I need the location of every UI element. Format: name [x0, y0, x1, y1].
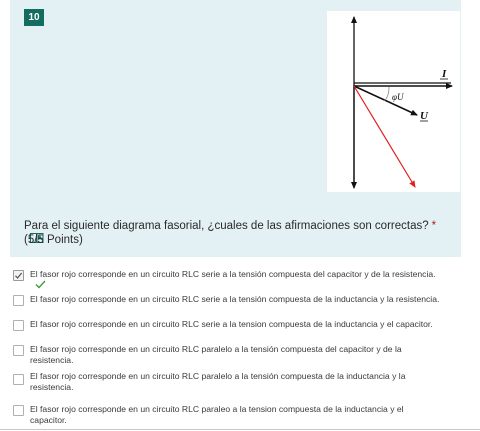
- option-label: El fasor rojo corresponde en un circuito RLC serie a la tensión compuesta de la inductancia y la resistencia.: [30, 294, 440, 304]
- label-i: I: [442, 68, 447, 80]
- label-phi: φU: [392, 92, 404, 102]
- label-u: U: [420, 110, 428, 122]
- required-marker: *: [431, 220, 437, 232]
- question-number-badge: 10: [24, 9, 44, 26]
- phasor-diagram-svg: [327, 11, 460, 192]
- checkbox[interactable]: [13, 295, 24, 306]
- option-label: El fasor rojo corresponde en un circuito RLC paralelo a la tensión compuesta de la inductancia y la resistencia.: [30, 371, 406, 392]
- checkbox-checked[interactable]: [13, 270, 24, 281]
- question-text: Para el siguiente diagrama fasorial, ¿cuales de las afirmaciones son correctas?: [24, 220, 429, 232]
- option-label: El fasor rojo corresponde en un circuito RLC paraleo a la tension compuesta de la inductancia y el capacitor.: [30, 404, 404, 425]
- checkbox[interactable]: [13, 320, 24, 331]
- option-label: El fasor rojo corresponde en un circuito RLC serie a la tensión compuesta del capacitor y de la resistencia.: [30, 269, 440, 292]
- checkbox[interactable]: [13, 374, 24, 385]
- red-phasor: [354, 86, 415, 187]
- phasor-diagram-image: [327, 11, 460, 192]
- option-label: El fasor rojo corresponde en un circuito RLC serie a la tension compuesta de la inductancia y el capacitor.: [30, 319, 433, 329]
- checkmark-icon: [14, 271, 23, 280]
- question-card: [10, 0, 461, 257]
- question-points: (5/5 Points): [24, 234, 83, 246]
- option-label: El fasor rojo corresponde en un circuito RLC paralelo a la tensión compuesta del capacitor y de la resistencia.: [30, 344, 402, 365]
- phase-angle-arc: [384, 87, 389, 101]
- correct-check-icon: [35, 280, 46, 292]
- divider: [0, 429, 480, 430]
- checkbox[interactable]: [13, 345, 24, 356]
- question-title: [24, 219, 444, 248]
- checkbox[interactable]: [13, 405, 24, 416]
